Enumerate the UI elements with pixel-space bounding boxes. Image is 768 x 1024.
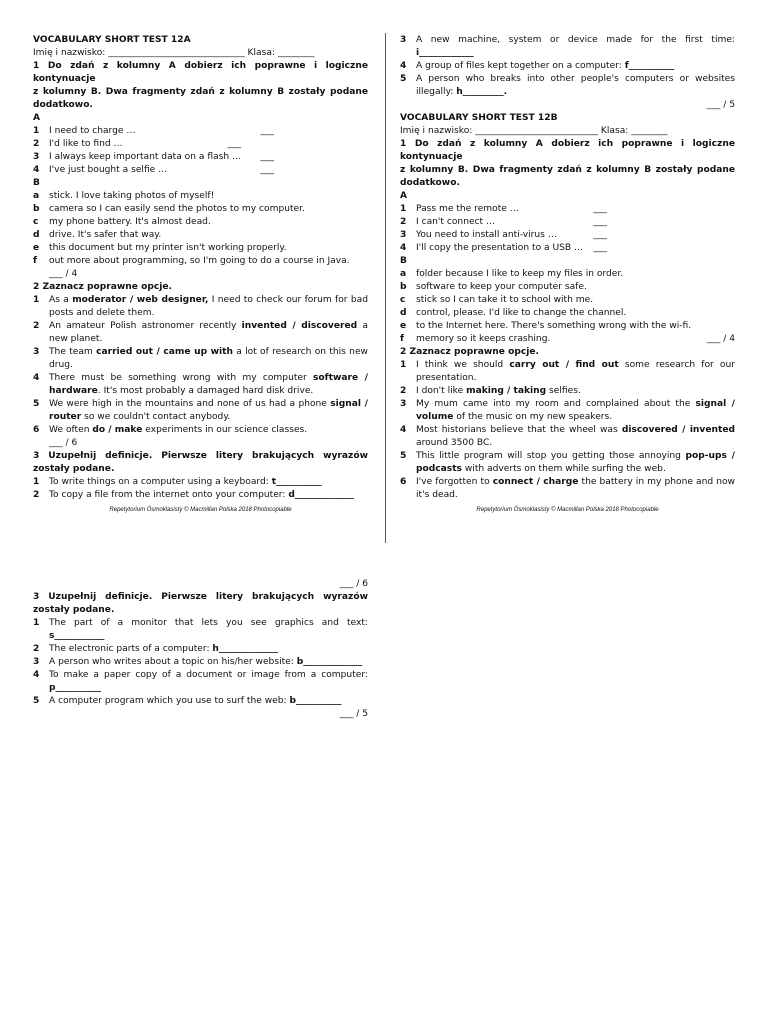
list-item <box>33 190 368 203</box>
item-number: 4 <box>33 670 40 680</box>
ex2-score: ___ / 6 <box>49 438 78 448</box>
item-text: the battery in my phone and now it's dead. <box>416 477 735 500</box>
answer-blank[interactable]: ___ <box>593 204 607 214</box>
ex2-heading: 2 Zaznacz poprawne opcje. <box>33 282 172 292</box>
item-number: 1 <box>33 295 40 305</box>
list-item <box>33 203 368 216</box>
answer-field[interactable]: h_____________ <box>212 644 279 654</box>
ex1-score: ___ / 4 <box>706 334 735 344</box>
item-text: I've forgotten to <box>416 477 493 487</box>
item-number: 5 <box>33 399 40 409</box>
list-item <box>400 424 735 450</box>
list-item <box>400 229 735 242</box>
list-item <box>33 320 368 346</box>
ex3-heading: 3 Uzupełnij definicje. Pierwsze litery brakujących wyrazów zostały podane. <box>33 592 368 615</box>
item-number: 4 <box>33 165 40 175</box>
answer-blank[interactable]: ___ <box>260 165 274 175</box>
item-text: A computer program which you use to surf the web: <box>49 696 290 706</box>
list-item <box>400 294 735 307</box>
item-number: 4 <box>400 243 407 253</box>
list-item <box>400 450 735 476</box>
item-number: 2 <box>33 321 40 331</box>
answer-blank[interactable]: ___ <box>593 217 607 227</box>
item-text: We often <box>49 425 93 435</box>
list-item <box>33 151 368 164</box>
list-item <box>33 617 368 643</box>
column-b-list <box>400 268 735 346</box>
option-choice[interactable]: carry out / find out <box>509 360 619 370</box>
list-item <box>400 385 735 398</box>
item-text: . It's most probably a damaged hard disk drive. <box>97 386 314 396</box>
list-item <box>33 643 368 656</box>
item-text: a new planet. <box>49 321 368 344</box>
item-number: 1 <box>33 477 40 487</box>
item-number: 2 <box>33 490 40 500</box>
item-text: I can't connect … <box>416 217 496 227</box>
item-letter: d <box>33 230 40 240</box>
footer-copyright: Repetytorium Ósmoklasisty © Macmillan Polska 2018 Photocopiable <box>109 507 292 513</box>
list-item <box>33 489 368 502</box>
item-text: To write things on a computer using a keyboard: <box>49 477 272 487</box>
answer-field[interactable]: i____________ <box>416 48 474 58</box>
answer-blank[interactable]: ___ <box>227 139 241 149</box>
column-a-list <box>33 125 368 177</box>
item-text: a lot of research on this new drug. <box>49 347 368 370</box>
list-item <box>33 255 368 268</box>
item-text: A new machine, system or device made for the first time: <box>416 35 735 45</box>
item-text: this document but my printer isn't working properly. <box>49 243 287 253</box>
item-number: 1 <box>400 360 407 370</box>
test-12a-title: VOCABULARY SHORT TEST 12A <box>33 35 191 45</box>
list-item <box>400 281 735 294</box>
answer-blank[interactable]: ___ <box>593 230 607 240</box>
item-text: The electronic parts of a computer: <box>49 644 213 654</box>
item-text: I think we should <box>416 360 510 370</box>
item-number: 3 <box>400 399 407 409</box>
list-item <box>33 656 368 669</box>
ex3-score: ___ / 5 <box>339 709 368 719</box>
item-text: Most historians believe that the wheel was <box>416 425 622 435</box>
item-text: I need to charge … <box>49 126 136 136</box>
list-item <box>33 476 368 489</box>
list-item <box>33 695 368 708</box>
item-text: my phone battery. It's almost dead. <box>49 217 211 227</box>
item-text: As a <box>49 295 73 305</box>
ex2-score: ___ / 6 <box>339 579 368 589</box>
item-number: 5 <box>33 696 40 706</box>
item-text: experiments in our science classes. <box>142 425 308 435</box>
name-class-line: Imię i nazwisko: ___________________________ Klasa: ________ <box>400 126 668 136</box>
item-number: 3 <box>33 657 40 667</box>
list-item <box>33 164 368 177</box>
item-letter: e <box>400 321 407 331</box>
list-item <box>33 424 368 437</box>
item-text: A group of files kept together on a computer: <box>416 61 625 71</box>
item-text: I need to check our forum for bad posts and delete them. <box>49 295 368 318</box>
item-text: I'll copy the presentation to a USB … <box>416 243 584 253</box>
ex1-score: ___ / 4 <box>49 269 78 279</box>
item-letter: f <box>400 334 404 344</box>
ex1-heading <box>33 60 368 112</box>
item-letter: b <box>33 204 40 214</box>
list-item <box>400 268 735 281</box>
item-number: 2 <box>33 139 40 149</box>
item-letter: b <box>400 282 407 292</box>
item-text: Pass me the remote … <box>416 204 519 214</box>
ex2-heading: 2 Zaznacz poprawne opcje. <box>400 347 539 357</box>
option-choice[interactable]: carried out / came up with <box>96 347 233 357</box>
answer-field[interactable]: t__________ <box>271 477 322 487</box>
item-text: stick. I love taking photos of myself! <box>49 191 215 201</box>
test-12b-title: VOCABULARY SHORT TEST 12B <box>400 113 558 123</box>
item-number: 5 <box>400 451 407 461</box>
item-text: software to keep your computer safe. <box>416 282 587 292</box>
item-letter: d <box>400 308 407 318</box>
item-text: some research for our presentation. <box>416 360 735 383</box>
item-text: folder because I like to keep my files in order. <box>416 269 624 279</box>
column-b-list <box>33 190 368 268</box>
list-item <box>33 372 368 398</box>
item-number: 1 <box>33 618 40 628</box>
list-item <box>400 60 735 73</box>
item-text: The team <box>49 347 97 357</box>
item-text: to the Internet here. There's something wrong with the wi-fi. <box>416 321 692 331</box>
item-text: control, please. I'd like to change the channel. <box>416 308 627 318</box>
option-choice[interactable]: moderator / web designer, <box>72 295 209 305</box>
item-letter: c <box>33 217 39 227</box>
list-item <box>33 346 368 372</box>
item-text: drive. It's safer that way. <box>49 230 162 240</box>
option-choice[interactable]: do / make <box>92 425 143 435</box>
list-item <box>33 138 368 151</box>
item-text: I'd like to find … <box>49 139 123 149</box>
ex3-score: ___ / 5 <box>706 100 735 110</box>
item-text: I don't like <box>416 386 467 396</box>
item-number: 4 <box>400 61 407 71</box>
option-choice[interactable]: signal / volume <box>416 399 735 422</box>
item-text: An amateur Polish astronomer recently <box>49 321 242 331</box>
item-number: 3 <box>33 347 40 357</box>
item-text: A person who writes about a topic on his/her website: <box>49 657 297 667</box>
item-number: 2 <box>33 644 40 654</box>
list-item <box>33 294 368 320</box>
ex2-list <box>400 359 735 502</box>
item-text: This little program will stop you getting those annoying <box>416 451 686 461</box>
item-number: 3 <box>33 152 40 162</box>
item-text: My mum came into my room and complained about the <box>416 399 696 409</box>
list-item <box>400 320 735 333</box>
item-letter: a <box>33 191 40 201</box>
item-number: 4 <box>400 425 407 435</box>
item-text: To make a paper copy of a document or image from a computer: <box>49 670 368 680</box>
answer-blank[interactable]: ___ <box>260 152 274 162</box>
list-item <box>400 73 735 99</box>
item-letter: a <box>400 269 407 279</box>
list-item <box>400 476 735 502</box>
ex1-heading <box>400 138 735 190</box>
ex1-heading-line2: z kolumny B. Dwa fragmenty zdań z kolumny B zostały podane dodatkowo. <box>400 165 735 188</box>
answer-field[interactable]: b__________ <box>289 696 342 706</box>
ex3-list <box>33 476 368 502</box>
option-choice[interactable]: pop-ups / podcasts <box>416 451 735 474</box>
item-text: camera so I can easily send the photos to my computer. <box>49 204 305 214</box>
column-divider <box>385 33 386 543</box>
footer-copyright: Repetytorium Ósmoklasisty © Macmillan Polska 2018 Photocopiable <box>476 507 659 513</box>
answer-field[interactable]: s___________ <box>49 631 105 641</box>
ex1-heading-line1: 1 Do zdań z kolumny A dobierz ich poprawne i logiczne kontynuacje <box>33 61 368 84</box>
item-number: 4 <box>33 373 40 383</box>
option-choice[interactable]: making / taking <box>466 386 547 396</box>
list-item <box>400 307 735 320</box>
list-item <box>33 125 368 138</box>
item-text: selfies. <box>546 386 581 396</box>
list-item <box>33 398 368 424</box>
list-item <box>33 669 368 695</box>
item-text: of the music on my new speakers. <box>453 412 613 422</box>
list-item <box>400 242 735 255</box>
answer-field[interactable]: f__________ <box>624 61 675 71</box>
list-item <box>33 229 368 242</box>
list-item <box>400 34 735 60</box>
list-item <box>400 359 735 385</box>
name-class-line: Imię i nazwisko: ______________________________ Klasa: ________ <box>33 48 315 58</box>
ex2-list <box>33 294 368 437</box>
ex3-continuation-list <box>400 34 735 99</box>
ex1-heading-line2: z kolumny B. Dwa fragmenty zdań z kolumny B zostały podane dodatkowo. <box>33 87 368 110</box>
option-choice[interactable]: software / hardware <box>49 373 368 396</box>
test-12b-page2-column <box>33 578 368 721</box>
item-number: 3 <box>400 35 407 45</box>
item-number: 2 <box>400 217 407 227</box>
ex3-heading: 3 Uzupełnij definicje. Pierwsze litery brakujących wyrazów zostały podane. <box>33 451 368 474</box>
option-choice[interactable]: discovered / invented <box>621 425 735 435</box>
item-number: 1 <box>33 126 40 136</box>
item-text: We were high in the mountains and none of us had a phone <box>49 399 331 409</box>
answer-blank[interactable]: ___ <box>260 126 274 136</box>
list-item <box>33 242 368 255</box>
item-text: around 3500 BC. <box>416 438 493 448</box>
item-text: To copy a file from the internet onto your computer: <box>49 490 289 500</box>
item-text: You need to install anti-virus … <box>416 230 557 240</box>
option-choice[interactable]: connect / charge <box>492 477 579 487</box>
item-text: I've just bought a selfie … <box>49 165 168 175</box>
item-number: 6 <box>400 477 407 487</box>
item-text: so we couldn't contact anybody. <box>81 412 231 422</box>
item-number: 1 <box>400 204 407 214</box>
item-text: I always keep important data on a flash … <box>49 152 242 162</box>
list-item <box>400 216 735 229</box>
item-text: There must be something wrong with my computer <box>49 373 313 383</box>
ex1-heading-line1: 1 Do zdań z kolumny A dobierz ich poprawne i logiczne kontynuacje <box>400 139 735 162</box>
list-item <box>400 333 735 346</box>
option-choice[interactable]: signal / router <box>49 399 368 422</box>
item-letter: f <box>33 256 37 266</box>
item-number: 6 <box>33 425 40 435</box>
item-letter: e <box>33 243 40 253</box>
answer-blank[interactable]: ___ <box>593 243 607 253</box>
item-number: 2 <box>400 386 407 396</box>
test-12b-column <box>400 34 735 517</box>
column-a-label: A <box>400 191 408 201</box>
list-item <box>33 216 368 229</box>
answer-field[interactable]: h_________. <box>456 87 508 97</box>
ex3-list <box>33 617 368 708</box>
answer-field[interactable]: p__________ <box>49 683 101 693</box>
item-text: A person who breaks into other people's computers or websites illegally: <box>416 74 735 97</box>
test-12a-column <box>33 34 368 517</box>
option-choice[interactable]: invented / discovered <box>241 321 358 331</box>
column-a-label: A <box>33 113 41 123</box>
item-text: memory so it keeps crashing. <box>416 334 551 344</box>
item-letter: c <box>400 295 406 305</box>
column-b-label: B <box>33 178 40 188</box>
item-text: The part of a monitor that lets you see graphics and text: <box>49 618 368 628</box>
item-text: with adverts on them while surfing the web. <box>461 464 666 474</box>
column-b-label: B <box>400 256 407 266</box>
list-item <box>400 203 735 216</box>
answer-field[interactable]: d_____________ <box>288 490 354 500</box>
item-text: stick so I can take it to school with me. <box>416 295 594 305</box>
answer-field[interactable]: b_____________ <box>296 657 363 667</box>
list-item <box>400 398 735 424</box>
item-number: 3 <box>400 230 407 240</box>
column-a-list <box>400 203 735 255</box>
item-number: 5 <box>400 74 407 84</box>
item-text: out more about programming, so I'm going to do a course in Java. <box>49 256 350 266</box>
